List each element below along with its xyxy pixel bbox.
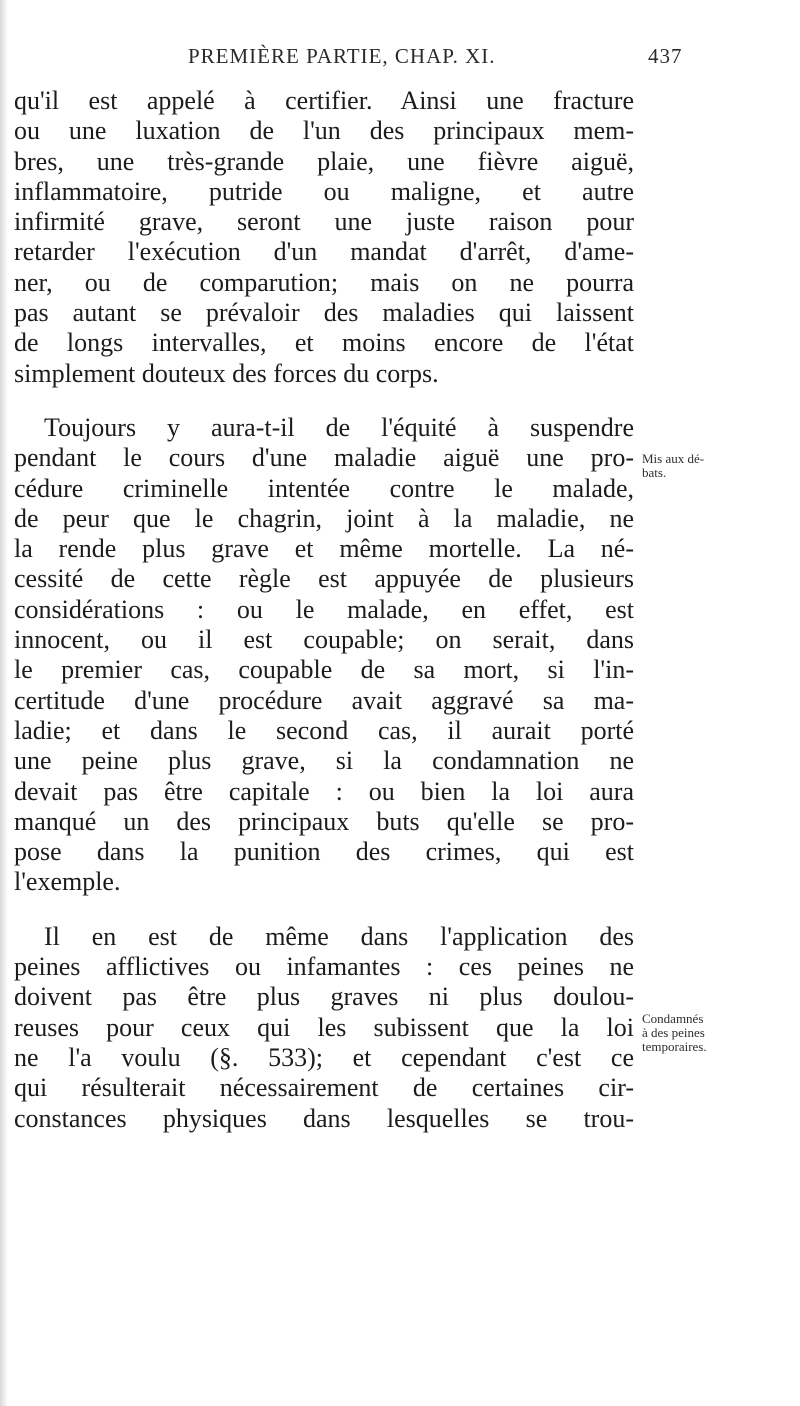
body-text — [14, 86, 634, 1134]
text-line: peines afflictives ou infamantes : ces peines ne — [14, 952, 634, 982]
margin-note-debates — [642, 452, 792, 480]
text-line: une peine plus grave, si la condamnation ne — [14, 746, 634, 776]
running-head-title: PREMIÈRE PARTIE, CHAP. XI. — [188, 44, 496, 68]
text-line: pose dans la punition des crimes, qui est — [14, 837, 634, 867]
page-number: 437 — [648, 44, 683, 68]
binding-gutter-shadow — [0, 0, 8, 1406]
text-line: constances physiques dans lesquelles se trou- — [14, 1103, 634, 1133]
text-line: certitude d'une procédure avait aggravé sa ma- — [14, 685, 634, 715]
margin-note-line: Condamnés — [642, 1011, 704, 1026]
text-line: simplement douteux des forces du corps. — [14, 358, 439, 388]
text-line: pas autant se prévaloir des maladies qui laissent — [14, 298, 634, 328]
text-line: ladie; et dans le second cas, il aurait porté — [14, 715, 634, 745]
text-line: inflammatoire, putride ou maligne, et autre — [14, 176, 634, 206]
text-line: devait pas être capitale : ou bien la loi aura — [14, 776, 634, 806]
margin-note-sentenced — [642, 1012, 792, 1054]
paragraph-3 — [14, 922, 634, 1134]
text-line: bres, une très-grande plaie, une fièvre aiguë, — [14, 146, 634, 176]
text-line: pendant le cours d'une maladie aiguë une pro- — [14, 443, 634, 473]
text-line: Toujours y aura-t-il de l'équité à suspendre — [44, 412, 634, 442]
text-line: ne l'a voulu (§. 533); et cependant c'est ce — [14, 1042, 634, 1072]
margin-note-line: bats. — [642, 465, 667, 480]
text-line: innocent, ou il est coupable; on serait, dans — [14, 625, 634, 655]
text-line: retarder l'exécution d'un mandat d'arrêt, d'ame- — [14, 237, 634, 267]
paragraph-1 — [14, 86, 634, 389]
text-line: cédure criminelle intentée contre le malade, — [14, 473, 634, 503]
text-line: cessité de cette règle est appuyée de plusieurs — [14, 564, 634, 594]
text-line: de peur que le chagrin, joint à la maladie, ne — [14, 503, 634, 533]
text-line: infirmité grave, seront une juste raison pour — [14, 207, 634, 237]
text-line: qui résulterait nécessairement de certaines cir- — [14, 1073, 634, 1103]
text-line: considérations : ou le malade, en effet, est — [14, 594, 634, 624]
text-line: le premier cas, coupable de sa mort, si l'in- — [14, 655, 634, 685]
text-line: l'exemple. — [14, 867, 121, 897]
text-line: de longs intervalles, et moins encore de l'état — [14, 328, 634, 358]
text-line: qu'il est appelé à certifier. Ainsi une fracture — [14, 86, 634, 115]
text-line: reuses pour ceux qui les subissent que la loi — [14, 1012, 634, 1042]
running-head — [188, 44, 688, 69]
text-line: doivent pas être plus graves ni plus doulou- — [14, 982, 634, 1012]
text-line: la rende plus grave et même mortelle. La né- — [14, 534, 634, 564]
text-line: ou une luxation de l'un des principaux mem- — [14, 116, 634, 146]
margin-note-line: à des peines — [642, 1025, 705, 1040]
text-line: ner, ou de comparution; mais on ne pourra — [14, 267, 634, 297]
margin-note-line: Mis aux dé- — [642, 451, 705, 466]
text-line: manqué un des principaux buts qu'elle se pro- — [14, 806, 634, 836]
paragraph-2 — [14, 413, 634, 898]
margin-note-line: temporaires. — [642, 1039, 707, 1054]
text-line: Il en est de même dans l'application des — [44, 921, 634, 951]
